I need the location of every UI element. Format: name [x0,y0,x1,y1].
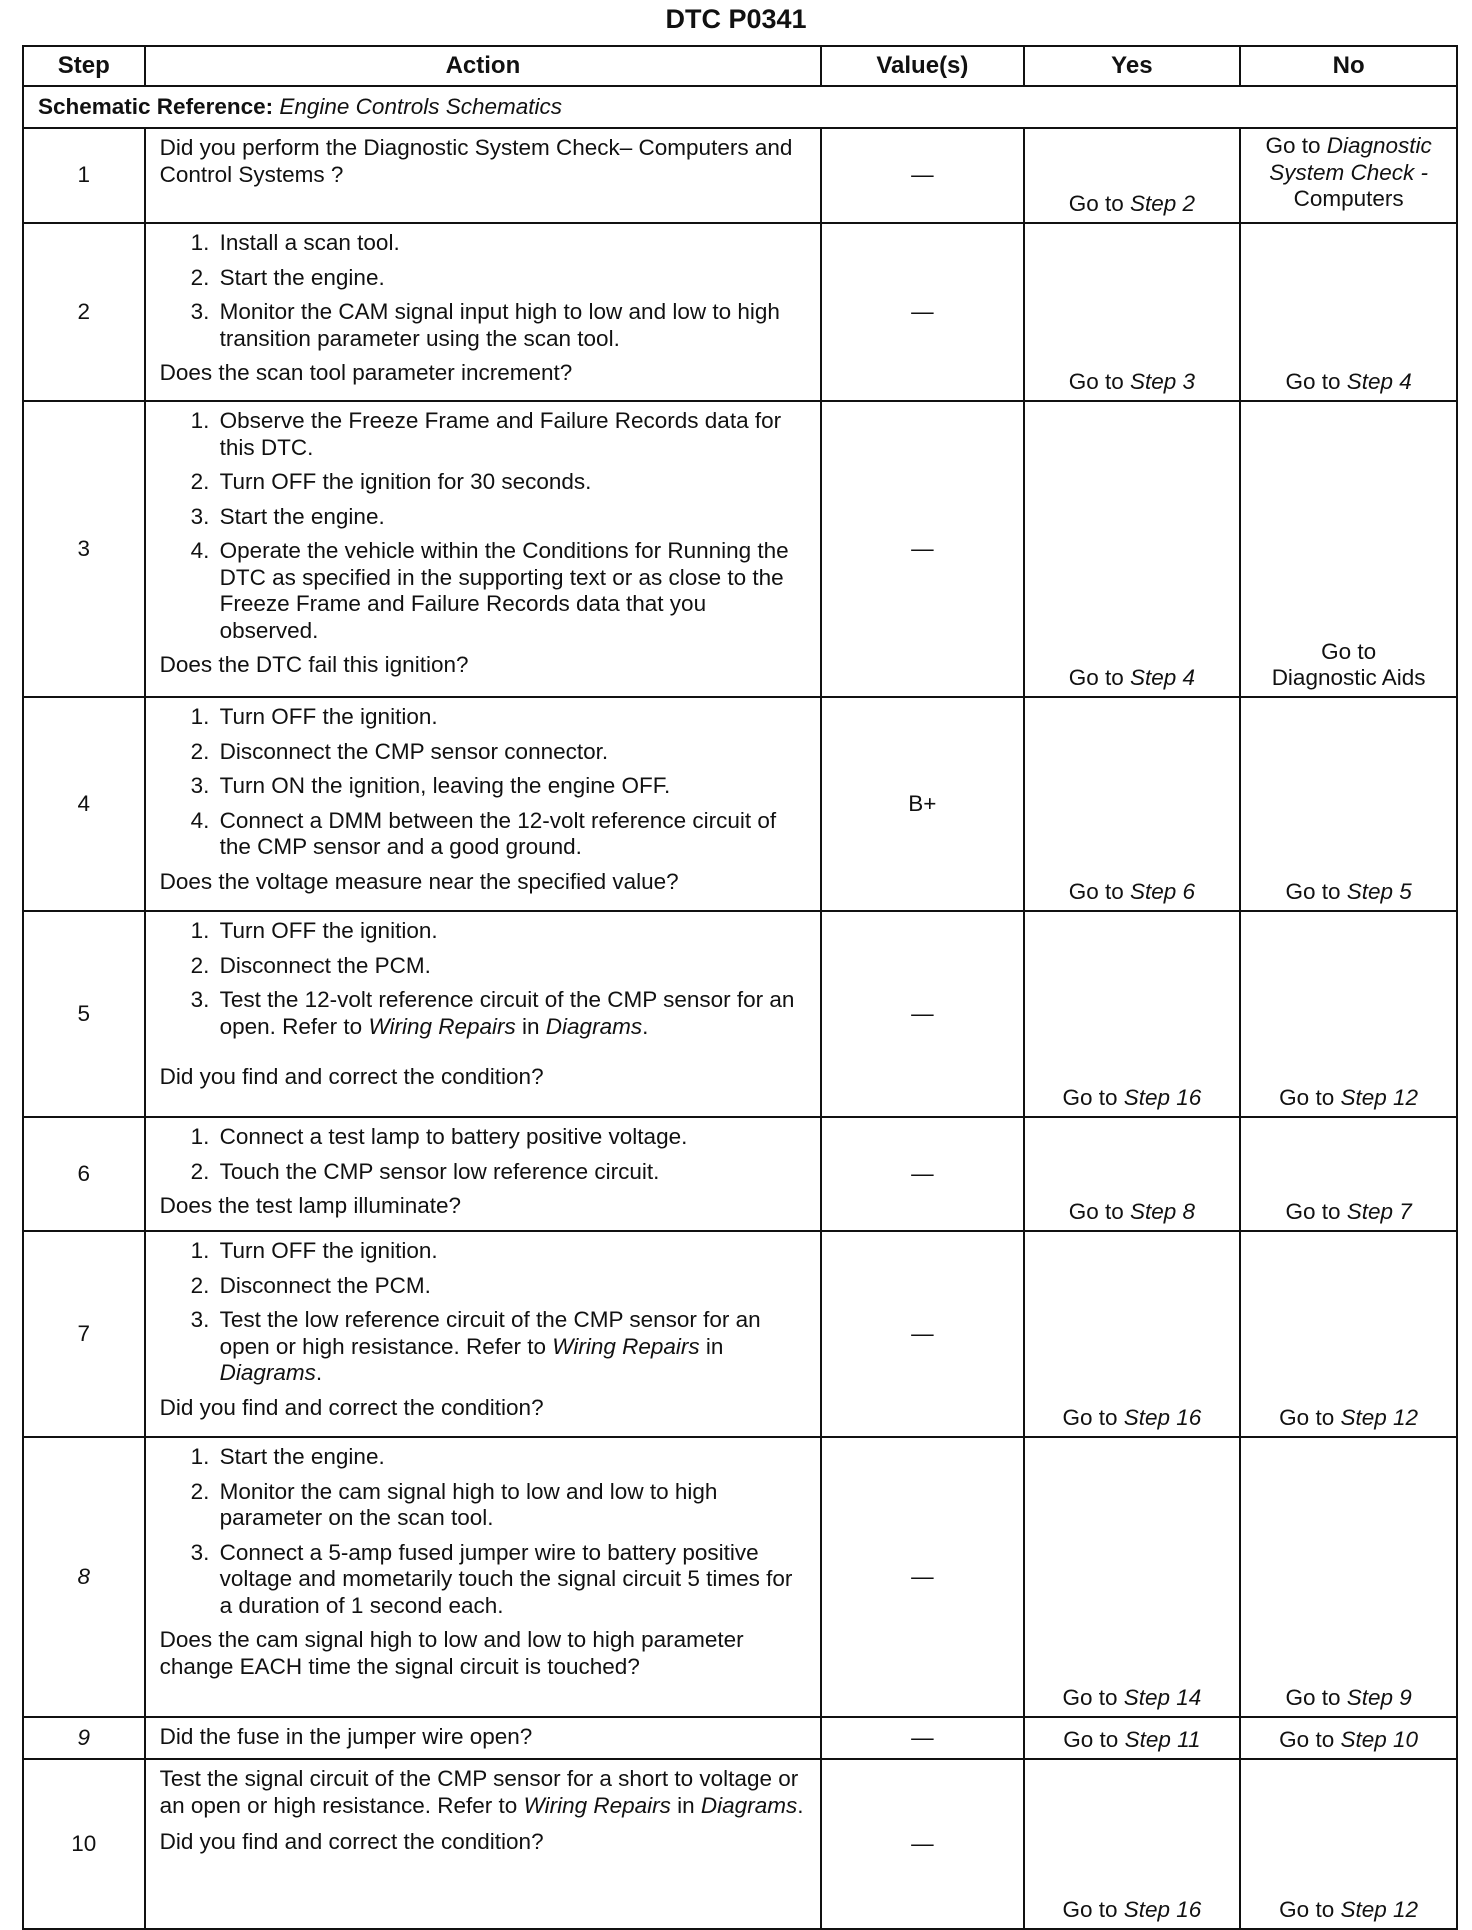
step-value: — [821,1717,1023,1759]
action-step-item: 1. Turn OFF the ignition. [216,1238,811,1265]
action-steps [160,1238,811,1387]
header-values: Value(s) [821,46,1023,86]
step-action [145,1117,822,1231]
yes-action[interactable]: Go to Step 8 [1024,1117,1241,1231]
no-action[interactable]: Go to Step 12 [1240,911,1457,1117]
no-action[interactable]: Go to Step 9 [1240,1437,1457,1717]
no-action[interactable]: Go to Step 5 [1240,697,1457,911]
yes-action[interactable]: Go to Step 16 [1024,1759,1241,1929]
step-number: 8 [23,1437,145,1717]
step-value: — [821,1117,1023,1231]
step-action [145,401,822,697]
action-steps [160,408,811,644]
step-action [145,1437,822,1717]
yes-action[interactable]: Go to Step 16 [1024,911,1241,1117]
step-action [145,911,822,1117]
schematic-label: Schematic Reference: [38,93,274,119]
table-row [23,911,1457,1117]
action-step-item: 2. Disconnect the PCM. [216,953,811,980]
action-question: Does the cam signal high to low and low to high parameter change EACH time the signal circuit is touched? [159,1627,744,1679]
step-value: B+ [821,697,1023,911]
action-step-item: 1. Connect a test lamp to battery positive voltage. [216,1124,811,1151]
step-action [145,128,822,223]
action-step-item: 4. Connect a DMM between the 12-volt reference circuit of the CMP sensor and a good ground. [216,808,811,861]
diagnostic-table [22,45,1458,1930]
action-intro: Did you perform the Diagnostic System Check– Computers and Control Systems ? [159,135,793,187]
action-step-item: 3. Test the 12-volt reference circuit of the CMP sensor for an open. Refer to Wiring Repairs in Diagrams. [216,987,811,1040]
no-action[interactable]: Go to Step 12 [1240,1231,1457,1437]
header-step: Step [23,46,145,86]
step-number: 7 [23,1231,145,1437]
action-step-item: 2. Start the engine. [216,265,811,292]
header-no: No [1240,46,1457,86]
yes-target-link[interactable]: Step 16 [1123,1405,1202,1431]
page-title: DTC P0341 [665,4,807,34]
action-step-item: 1. Turn OFF the ignition. [216,918,811,945]
yes-target-link[interactable]: Step 6 [1129,879,1196,905]
action-step-item: 3. Monitor the CAM signal input high to low and low to high transition parameter using the scan tool. [216,299,811,352]
step-value: — [821,1231,1023,1437]
action-step-item: 2. Disconnect the PCM. [216,1273,811,1300]
yes-action[interactable]: Go to Step 3 [1024,223,1241,401]
step-action [145,697,822,911]
header-yes: Yes [1024,46,1241,86]
yes-action[interactable]: Go to Step 11 [1024,1717,1241,1759]
no-action[interactable]: Go to Step 10 [1240,1717,1457,1759]
action-steps [160,704,811,861]
action-step-item: 1. Start the engine. [216,1444,811,1471]
table-row [23,128,1457,223]
yes-target-link[interactable]: Step 4 [1129,665,1196,691]
yes-target-link[interactable]: Step 16 [1123,1085,1202,1111]
yes-action[interactable]: Go to Step 4 [1024,401,1241,697]
yes-target-link[interactable]: Step 16 [1123,1897,1202,1923]
no-target-link[interactable]: Step 9 [1346,1685,1412,1711]
action-steps [160,1124,811,1185]
yes-action[interactable]: Go to Step 16 [1024,1231,1241,1437]
yes-target-link[interactable]: Step 2 [1129,191,1196,217]
step-number: 5 [23,911,145,1117]
no-target-link[interactable]: Step 12 [1340,1085,1419,1111]
yes-target-link[interactable]: Step 8 [1129,1199,1196,1225]
no-target-link[interactable]: Step 12 [1340,1897,1419,1923]
no-action[interactable]: Go to Step 4 [1240,223,1457,401]
yes-action[interactable]: Go to Step 6 [1024,697,1241,911]
step-action [145,223,822,401]
table-row [23,1117,1457,1231]
no-action[interactable]: Go to Diagnostic Aids [1240,401,1457,697]
step-value: — [821,1437,1023,1717]
step-number: 3 [23,401,145,697]
action-step-item: 1. Turn OFF the ignition. [216,704,811,731]
action-step-item: 3. Test the low reference circuit of the CMP sensor for an open or high resistance. Refer to Wiring Repairs in Diagrams. [216,1307,811,1387]
no-target-link[interactable]: Step 10 [1340,1727,1419,1753]
no-target-link[interactable]: Step 5 [1346,879,1412,905]
action-steps [160,918,811,1040]
no-target-link[interactable]: Diagnostic System Check - [1269,133,1432,185]
yes-target-link[interactable]: Step 3 [1129,369,1196,395]
step-number: 2 [23,223,145,401]
table-row [23,1231,1457,1437]
yes-target-link[interactable]: Step 11 [1124,1727,1201,1753]
table-row [23,401,1457,697]
step-value: — [821,223,1023,401]
no-target-link[interactable]: Step 7 [1346,1199,1412,1225]
action-step-item: 4. Operate the vehicle within the Conditions for Running the DTC as specified in the supporting text or as close to the Freeze Frame and Failure Records data that you observed. [216,538,811,644]
action-question: Does the test lamp illuminate? [159,1193,461,1219]
step-action [145,1717,822,1759]
action-step-item: 1. Install a scan tool. [216,230,811,257]
no-target-link[interactable]: Diagnostic Aids [1271,665,1426,691]
step-number: 10 [23,1759,145,1929]
action-step-item: 3. Connect a 5-amp fused jumper wire to battery positive voltage and mometarily touch the signal circuit 5 times for a duration of 1 second each. [216,1540,811,1620]
action-step-item: 2. Touch the CMP sensor low reference circuit. [216,1159,811,1186]
table-row [23,697,1457,911]
action-step-item: 3. Start the engine. [216,504,811,531]
action-step-item: 2. Monitor the cam signal high to low and low to high parameter on the scan tool. [216,1479,811,1532]
header-action: Action [145,46,822,86]
yes-action[interactable]: Go to Step 2 [1024,128,1241,223]
action-step-item: 1. Observe the Freeze Frame and Failure Records data for this DTC. [216,408,811,461]
table-row [23,1437,1457,1717]
step-value: — [821,911,1023,1117]
action-question: Does the DTC fail this ignition? [159,652,469,678]
no-action[interactable]: Go to Diagnostic System Check - Computers [1240,128,1457,223]
action-step-item: 2. Turn OFF the ignition for 30 seconds. [216,469,811,496]
no-action[interactable]: Go to Step 12 [1240,1759,1457,1929]
step-value: — [821,401,1023,697]
action-step-item: 3. Turn ON the ignition, leaving the engine OFF. [216,773,811,800]
schematic-link[interactable]: Engine Controls Schematics [279,93,563,119]
step-number: 9 [23,1717,145,1759]
no-target-link[interactable]: Step 4 [1346,369,1412,395]
step-number: 1 [23,128,145,223]
step-action [145,1759,822,1929]
action-steps [160,230,811,352]
step-number: 4 [23,697,145,911]
no-action[interactable]: Go to Step 7 [1240,1117,1457,1231]
table-row [23,1759,1457,1929]
schematic-reference-row [23,86,1457,128]
table-row [23,1717,1457,1759]
no-target-link[interactable]: Step 12 [1340,1405,1419,1431]
action-question: Did you find and correct the condition? [159,1064,544,1090]
action-question: Does the voltage measure near the specified value? [159,868,679,894]
table-header-row [23,46,1457,86]
step-value: — [821,128,1023,223]
action-intro: Did the fuse in the jumper wire open? [159,1724,533,1749]
yes-target-link[interactable]: Step 14 [1123,1685,1202,1711]
action-question: Does the scan tool parameter increment? [159,360,573,386]
table-row [23,223,1457,401]
action-intro: Test the signal circuit of the CMP sensor for a short to voltage or an open or high resistance. Refer to Wiring Repairs in Diagrams. [159,1766,804,1818]
action-question: Did you find and correct the condition? [159,1394,544,1420]
action-steps [160,1444,811,1619]
step-value: — [821,1759,1023,1929]
step-number: 6 [23,1117,145,1231]
action-step-item: 2. Disconnect the CMP sensor connector. [216,739,811,766]
step-action [145,1231,822,1437]
action-question: Did you find and correct the condition? [159,1829,544,1855]
yes-action[interactable]: Go to Step 14 [1024,1437,1241,1717]
